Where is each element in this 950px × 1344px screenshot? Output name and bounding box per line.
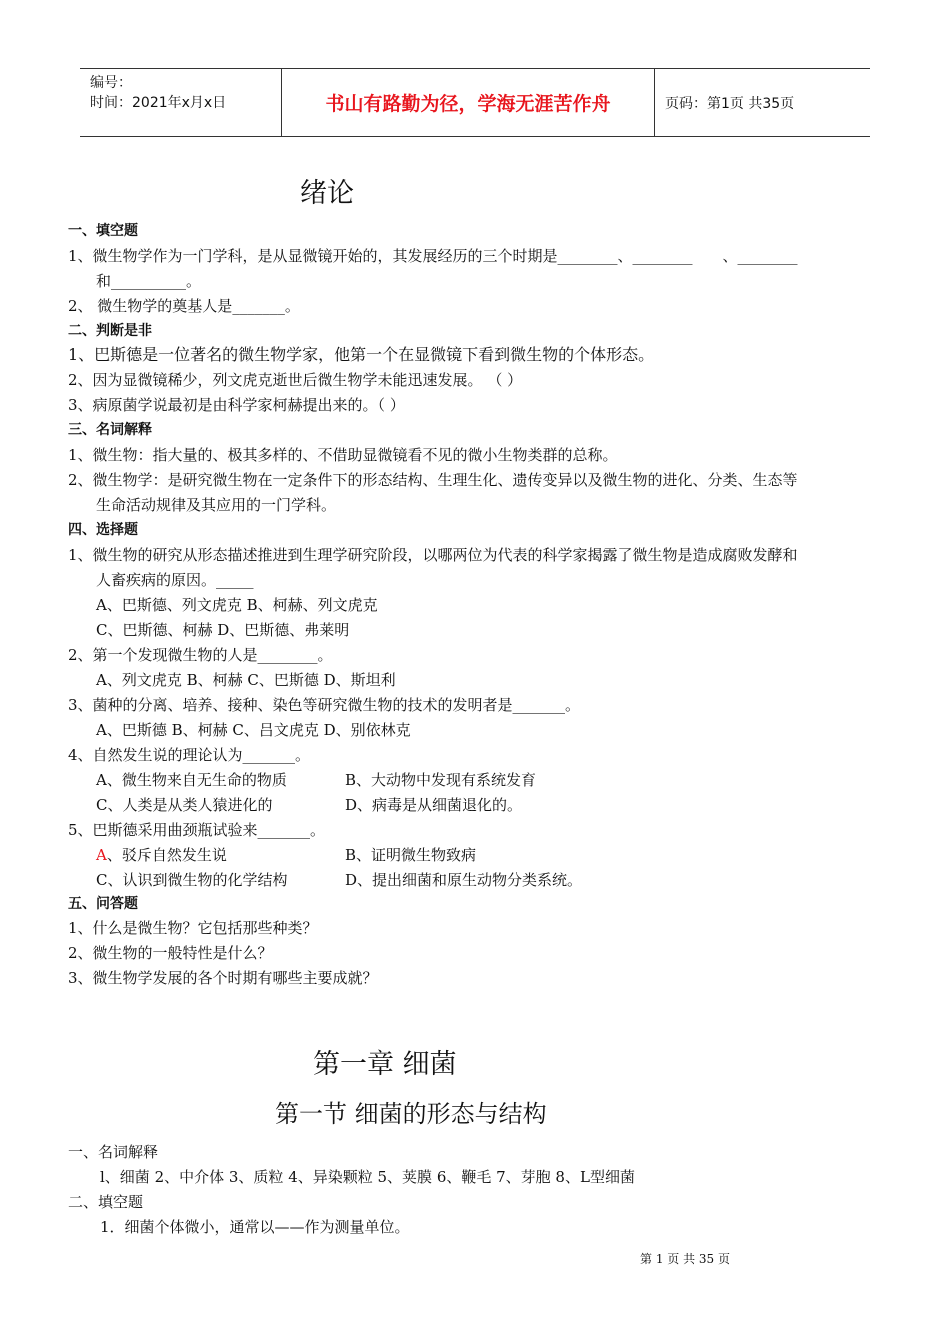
choice-1-options-2: C、巴斯德、柯赫 D、巴斯德、弗莱明 xyxy=(96,621,350,639)
time-label: 时间：2021年x月x日 xyxy=(90,95,227,111)
chapter-title: 第一章 细菌 xyxy=(313,1049,457,1080)
choice-5-option-c: C、认识到微生物的化学结构 xyxy=(96,871,288,889)
choice-4-option-c: C、人类是从类人猿进化的 xyxy=(96,796,273,814)
choice-5-option-d: D、提出细菌和原生动物分类系统。 xyxy=(345,871,583,889)
section-choice: 四、选择题 xyxy=(68,522,138,538)
header-motto: 书山有路勤为径，学海无涯苦作舟 xyxy=(282,69,655,136)
judge-2: 2、因为显微镜稀少，列文虎克逝世后微生物学未能迅速发展。 （ ） xyxy=(68,371,523,389)
choice-4-option-a: A、微生物来自无生命的物质 xyxy=(96,771,287,789)
choice-2-options: A、列文虎克 B、柯赫 C、巴斯德 D、斯坦利 xyxy=(96,671,396,689)
qa-3: 3、微生物学发展的各个时期有哪些主要成就？ xyxy=(68,969,378,987)
section-judge: 二、判断是非 xyxy=(68,323,152,339)
choice-3-options: A、巴斯德 B、柯赫 C、吕文虎克 D、别依林克 xyxy=(96,721,411,739)
intro-title: 绪论 xyxy=(300,178,354,209)
choice-5: 5、巴斯德采用曲颈瓶试验来_______。 xyxy=(68,821,326,839)
ch1-fill-1: 1．细菌个体微小，通常以——作为测量单位。 xyxy=(100,1218,410,1236)
choice-3: 3、菌种的分离、培养、接种、染色等研究微生物的技术的发明者是_______。 xyxy=(68,696,581,714)
number-label: 编号： xyxy=(90,75,132,91)
qa-1: 1、什么是微生物？它包括那些种类？ xyxy=(68,919,318,937)
choice-1-line2: 人畜疾病的原因。_____ xyxy=(96,571,254,589)
ch1-term-list: l、细菌 2、中介体 3、质粒 4、异染颗粒 5、荚膜 6、鞭毛 7、芽胞 8、L型细菌 xyxy=(100,1168,635,1186)
judge-3: 3、病原菌学说最初是由科学家柯赫提出来的。（ ） xyxy=(68,396,405,414)
choice-4-option-d: D、病毒是从细菌退化的。 xyxy=(345,796,523,814)
qa-2: 2、微生物的一般特性是什么？ xyxy=(68,944,273,962)
fill-q1-line1: 1、微生物学作为一门学科，是从显微镜开始的，其发展经历的三个时期是________、________ 、________ xyxy=(68,247,798,265)
section-qa: 五、问答题 xyxy=(68,896,138,912)
choice-4-option-b: B、大动物中发现有系统发育 xyxy=(345,771,537,789)
header-meta xyxy=(80,69,282,136)
choice-1-line1: 1、微生物的研究从形态描述推进到生理学研究阶段，以哪两位为代表的科学家揭露了微生物是造成腐败发酵和 xyxy=(68,546,798,564)
section-fill: 一、填空题 xyxy=(68,223,138,239)
choice-2: 2、第一个发现微生物的人是________。 xyxy=(68,646,333,664)
fill-q1-line2: 和__________。 xyxy=(96,272,202,290)
term-2-line2: 生命活动规律及其应用的一门学科。 xyxy=(96,496,337,514)
header-page: 页码：第1页 共35页 xyxy=(665,95,795,112)
judge-1: 1、巴斯德是一位著名的微生物学家，他第一个在显微镜下看到微生物的个体形态。 xyxy=(68,345,655,364)
ch1-section-fill: 二、填空题 xyxy=(68,1193,144,1211)
choice-4: 4、自然发生说的理论认为_______。 xyxy=(68,746,311,764)
ch1-section-terms: 一、名词解释 xyxy=(68,1143,159,1161)
choice-1-options-1: A、巴斯德、列文虎克 B、柯赫、列文虎克 xyxy=(96,596,378,614)
choice-5-option-a: A、驳斥自然发生说 xyxy=(96,846,227,864)
section-terms: 三、名词解释 xyxy=(68,422,152,438)
page-header xyxy=(80,68,870,137)
answer-mark: A xyxy=(96,846,107,864)
term-2-line1: 2、微生物学：是研究微生物在一定条件下的形态结构、生理生化、遗传变异以及微生物的进化、分类、生态等 xyxy=(68,471,798,489)
choice-5-option-b: B、证明微生物致病 xyxy=(345,846,477,864)
fill-q2: 2、 微生物学的奠基人是_______。 xyxy=(68,297,300,315)
term-1: 1、微生物：指大量的、极其多样的、不借助显微镜看不见的微小生物类群的总称。 xyxy=(68,446,618,464)
footer-page-number: 第 1 页 共 35 页 xyxy=(640,1252,730,1266)
section-title: 第一节 细菌的形态与结构 xyxy=(275,1100,547,1128)
